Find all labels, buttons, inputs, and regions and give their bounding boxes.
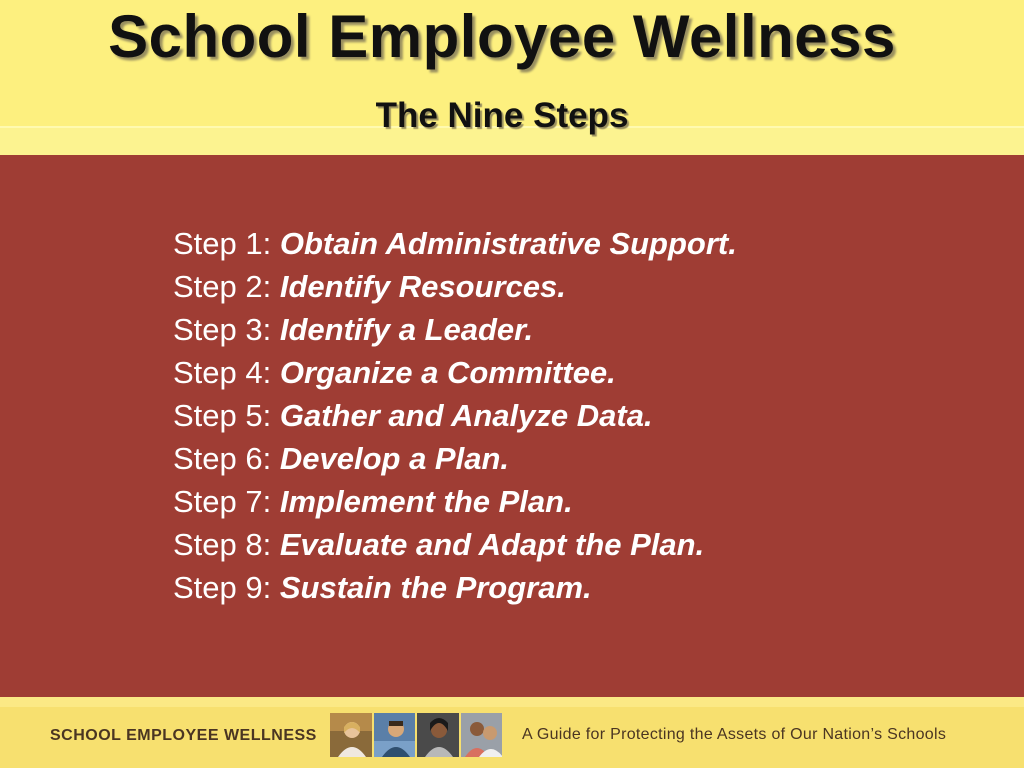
- step-item: [173, 394, 737, 437]
- step-item: [173, 523, 737, 566]
- page-subtitle: The Nine Steps: [375, 96, 629, 135]
- photo-woman-icon: [330, 713, 374, 757]
- step-label: Step 1:: [173, 226, 272, 261]
- photo-family-icon: [461, 713, 505, 757]
- step-label: Step 9:: [173, 570, 272, 605]
- step-label: Step 8:: [173, 527, 272, 562]
- step-text: Develop a Plan.: [279, 441, 510, 476]
- page-title: School Employee Wellness: [108, 3, 896, 70]
- footer-title: SCHOOL EMPLOYEE WELLNESS: [50, 727, 317, 744]
- step-text: Sustain the Program.: [279, 570, 592, 605]
- photo-man-icon: [374, 713, 418, 757]
- photo-woman-icon: [417, 713, 461, 757]
- step-text: Gather and Analyze Data.: [279, 398, 653, 433]
- step-item: [173, 437, 737, 480]
- step-item: [173, 265, 737, 308]
- step-item: [173, 566, 737, 609]
- step-label: Step 7:: [173, 484, 272, 519]
- step-text: Identify a Leader.: [279, 312, 534, 347]
- photo-strip: [330, 713, 504, 757]
- step-text: Organize a Committee.: [279, 355, 616, 390]
- step-text: Identify Resources.: [279, 269, 566, 304]
- step-item: [173, 222, 737, 265]
- step-label: Step 5:: [173, 398, 272, 433]
- step-label: Step 6:: [173, 441, 272, 476]
- footer-tagline: A Guide for Protecting the Assets of Our Nation’s Schools: [522, 726, 947, 743]
- step-text: Evaluate and Adapt the Plan.: [279, 527, 705, 562]
- step-item: [173, 351, 737, 394]
- footer-band: [0, 697, 1024, 707]
- step-item: [173, 308, 737, 351]
- step-item: [173, 480, 737, 523]
- step-text: Implement the Plan.: [279, 484, 573, 519]
- step-label: Step 3:: [173, 312, 272, 347]
- steps-list: [173, 222, 737, 609]
- step-text: Obtain Administrative Support.: [279, 226, 737, 261]
- step-label: Step 2:: [173, 269, 272, 304]
- step-label: Step 4:: [173, 355, 272, 390]
